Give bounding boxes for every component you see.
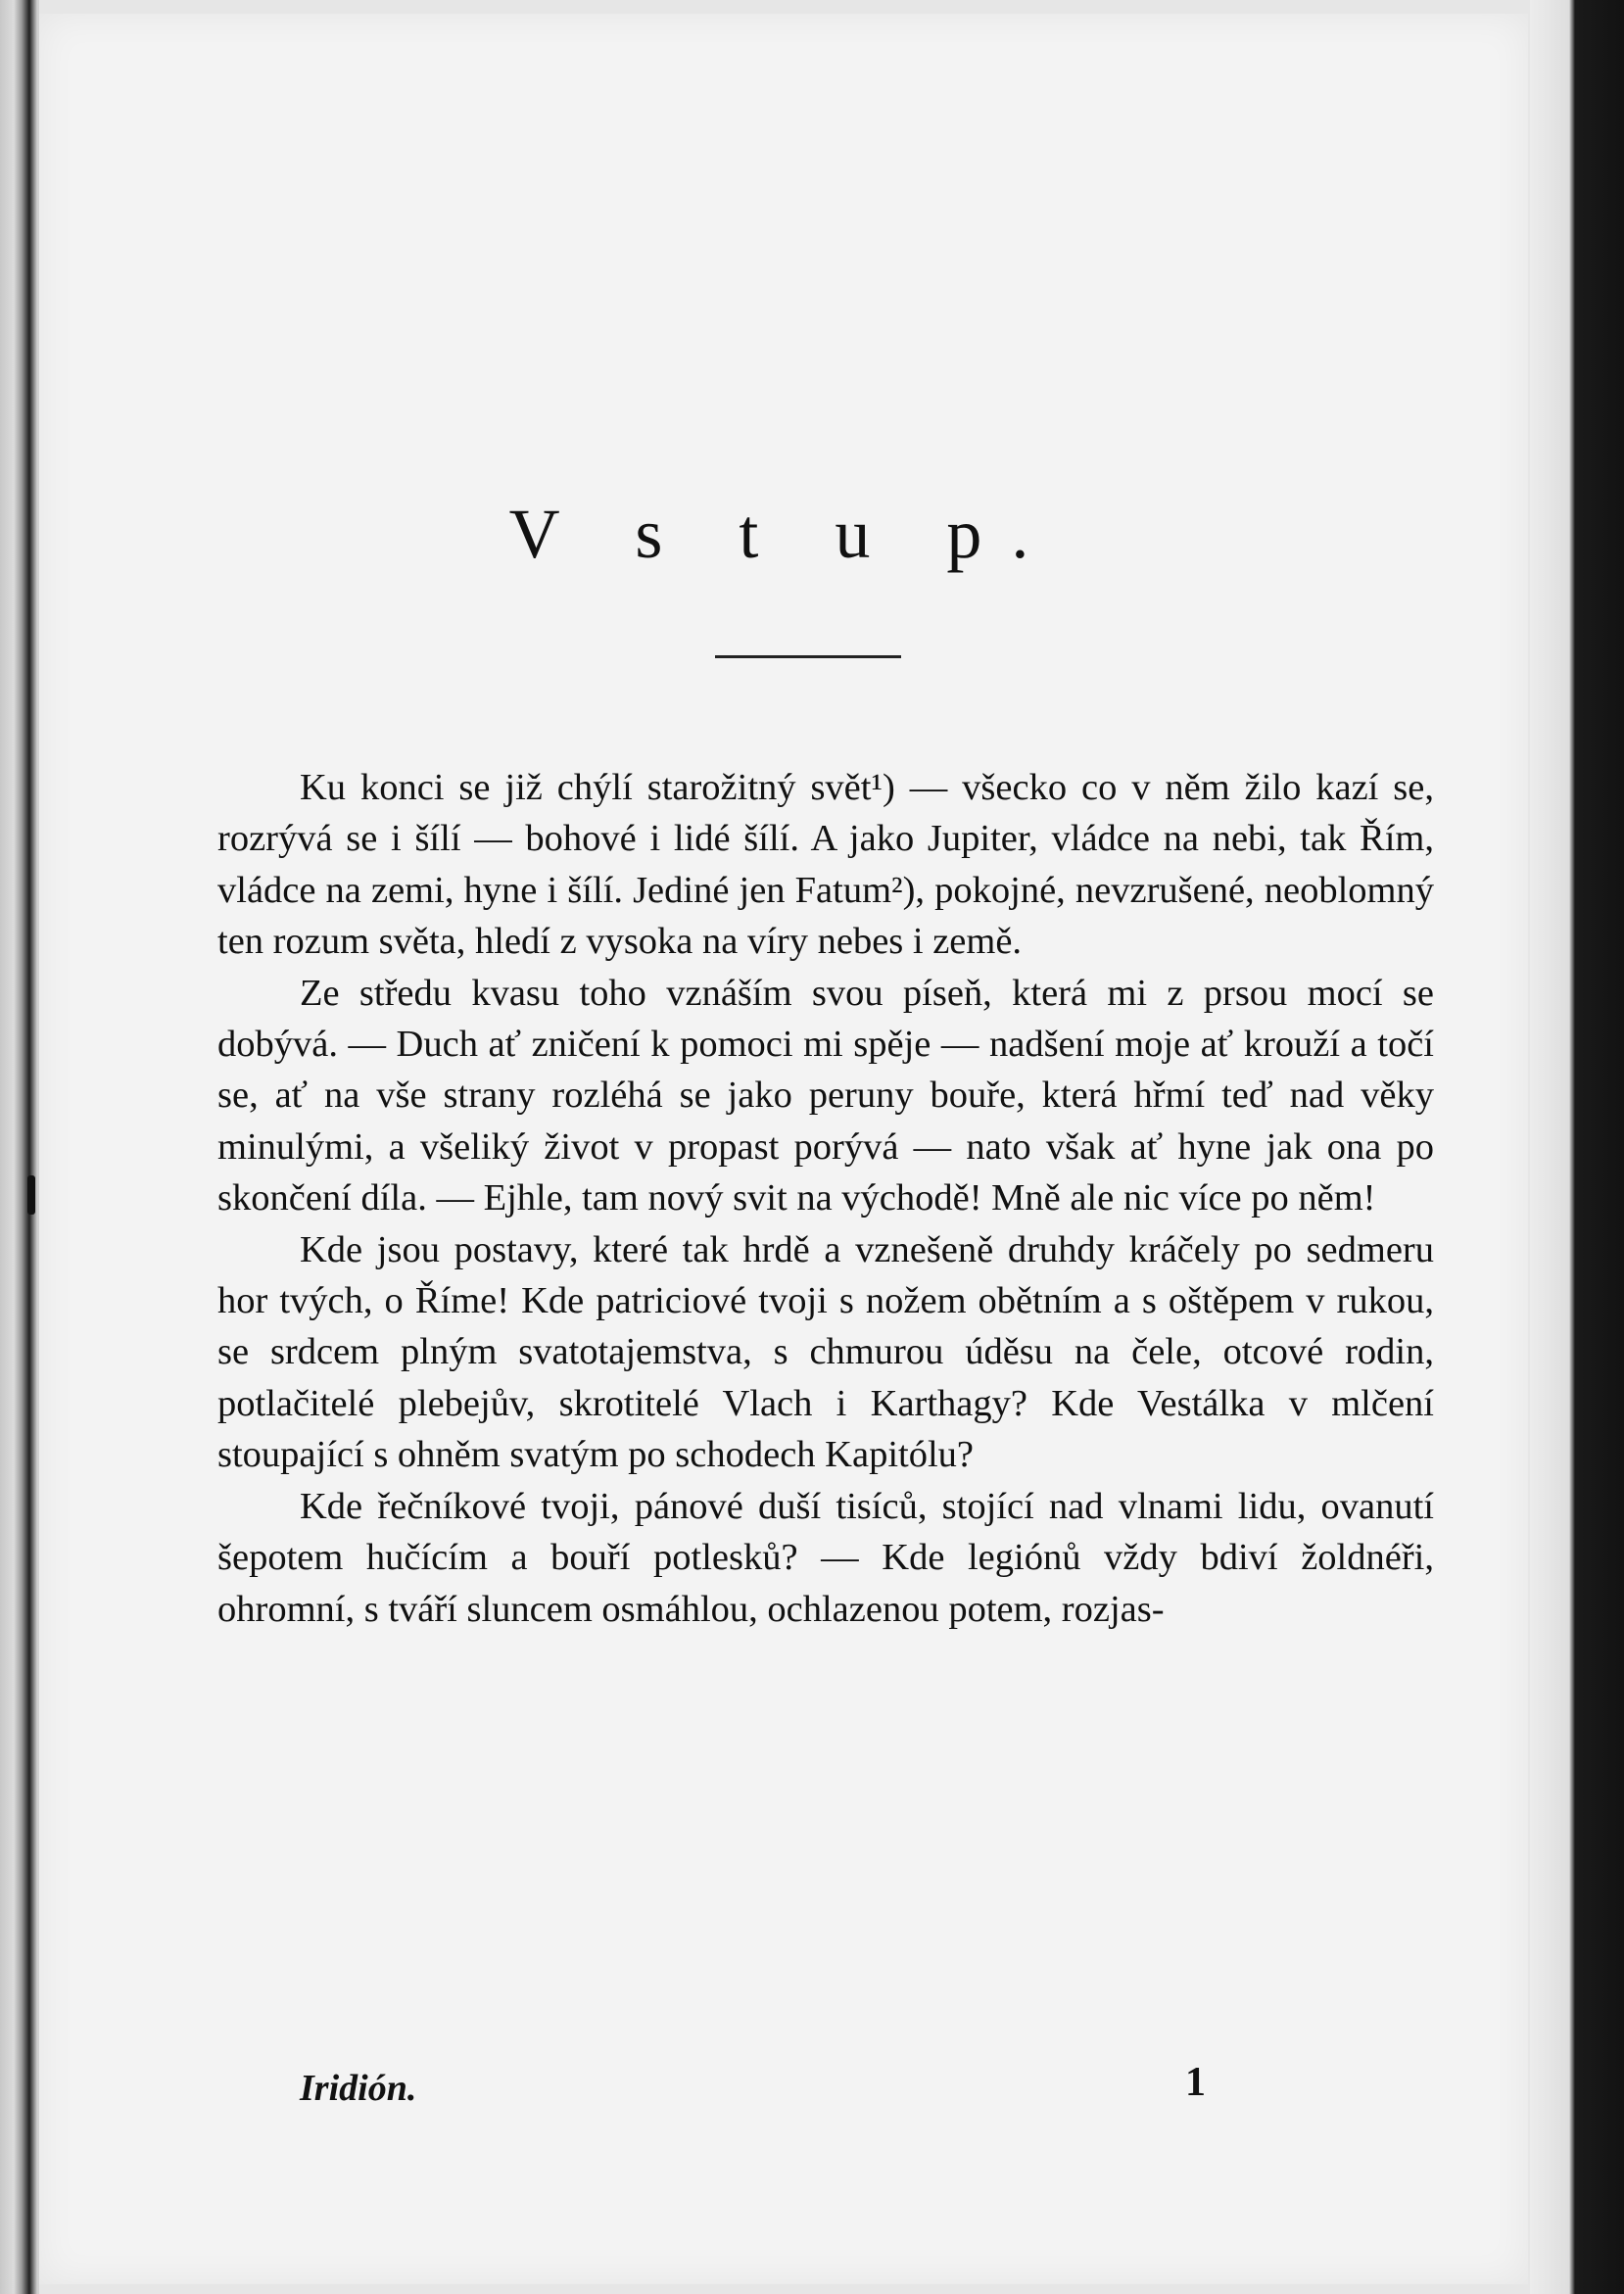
page-title: V s t u p. xyxy=(508,495,1059,573)
paragraph-4: Kde řečníkové tvoji, pánové duší tisíců, stojící nad vlnami lidu, ovanutí šepotem hučícím a bouří potlesků? — Kde legiónů vždy bdiví žoldnéři, ohromní, s tváří sluncem osmáhlou, ochlazenou potem, rozjas- xyxy=(217,1485,1434,1630)
body-text xyxy=(217,762,1434,1635)
signature-mark: Iridión. xyxy=(300,2068,417,2109)
page-edge xyxy=(1530,0,1624,2294)
page xyxy=(39,14,1528,2284)
paragraph-3: Kde jsou postavy, které tak hrdě a vznešeně druhdy kráčely po sedmeru hor tvých, o Říme! Kde patriciové tvoji s nožem obětním a s oštěpem v rukou, se srdcem plným svatotajemstva, s chmurou úděsu na čele, otcové rodin, potlačitelé plebejův, skrotitelé Vlach i Karthagy? Kde Vestálka v mlčení stoupající s ohněm svatým po schodech Kapitólu? xyxy=(217,1228,1434,1476)
page-number: 1 xyxy=(1185,2060,1206,2105)
book-spine xyxy=(0,0,39,2294)
paragraph-2: Ze středu kvasu toho vznáším svou píseň, která mi z prsou mocí se dobývá. — Duch ať zničení k pomoci mi spěje — nadšení moje ať krouží a točí se, ať na vše strany rozléhá se jako peruny bouře, která hřmí teď nad věky minulými, a všeliký život v propast porývá — nato však ať hyne jak ona po skončení díla. — Ejhle, tam nový svit na východě! Mně ale nic více po něm! xyxy=(217,972,1434,1219)
paragraph-1: Ku konci se již chýlí starožitný svět¹) — všecko co v něm žilo kazí se, rozrývá se i šílí — bohové i lidé šílí. A jako Jupiter, vládce na nebi, tak Řím, vládce na zemi, hyne i šílí. Jediné jen Fatum²), pokojné, nevzrušené, neoblomný ten rozum světa, hledí z vysoka na víry nebes i země. xyxy=(217,767,1434,963)
spine-mark xyxy=(27,1175,35,1215)
title-rule xyxy=(715,655,901,658)
